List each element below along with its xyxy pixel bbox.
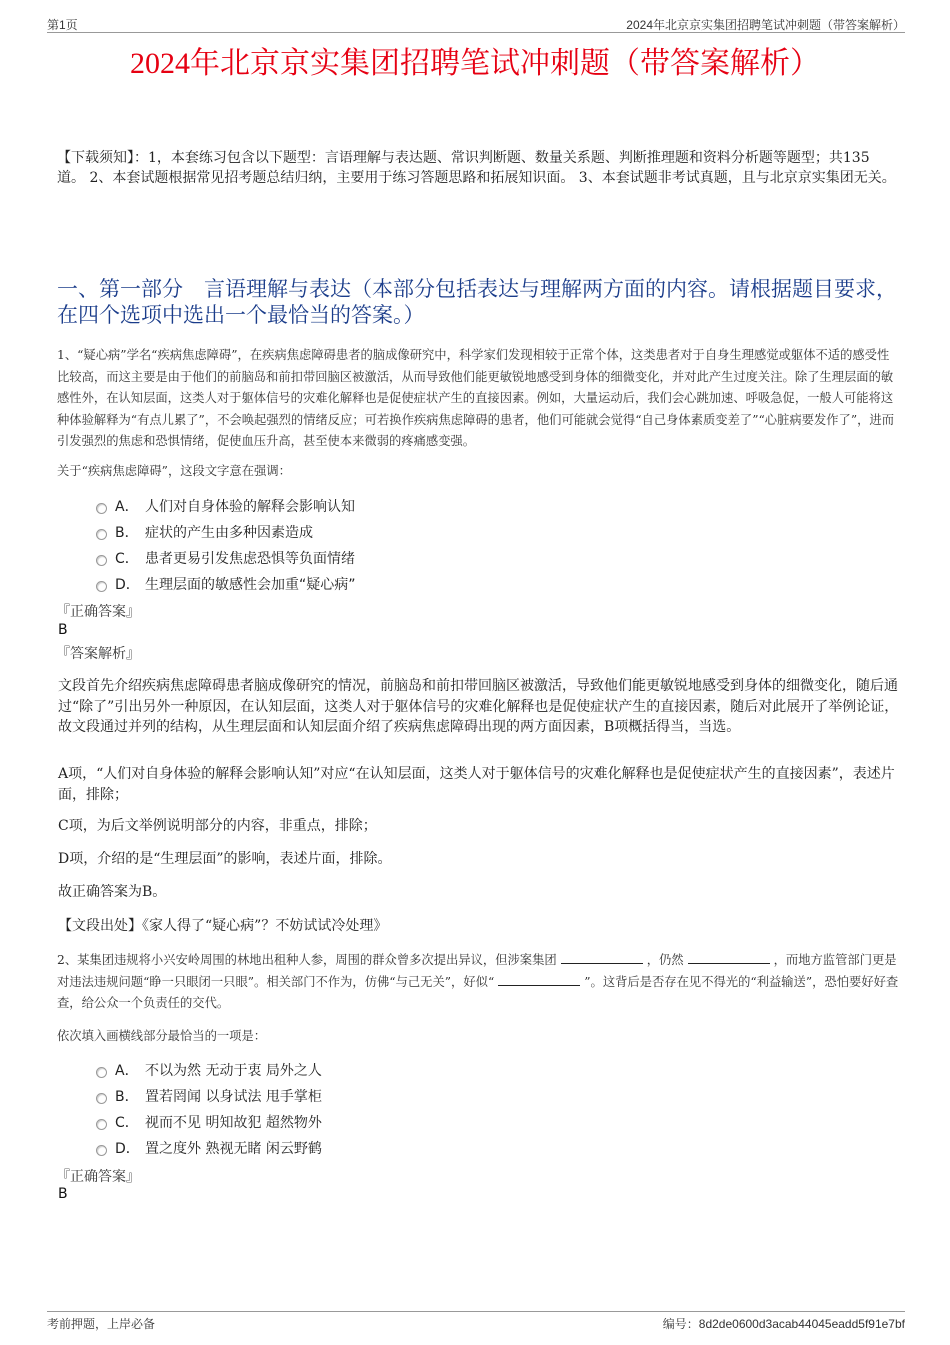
radio-icon[interactable]	[96, 1119, 107, 1130]
header-doc-title: 2024年北京京实集团招聘笔试冲刺题（带答案解析）	[626, 18, 905, 32]
analysis-option-c: C项，为后文举例说明部分的内容，非重点，排除；	[58, 818, 377, 834]
question-1-options	[96, 493, 356, 597]
question-1-text: 1、“疑心病”学名“疾病焦虑障碍”，在疾病焦虑障碍患者的脑成像研究中，科学家们发现相较于正常个体，这类患者对于自身生理感觉或躯体不适的感受性比较高，而这主要是由于他们的前脑岛和前扣带回脑区被激活，从而导致他们能更敏锐地感受到身体的细微变化，并对此产生过度关注。除了生理层面的敏感性外，在认知层面，这类人对于躯体信号的灾难化解释也是促使症状产生的直接因素。例如，大量运动后，我们会心跳加速、呼吸急促，一般人可能将这种体验解释为“有点儿累了”，不会唤起强烈的情绪反应；可若换作疾病焦虑障碍的患者，他们可能就会觉得“自己身体素质变差了”“心脏病要发作了”，进而引发强烈的焦虑和恐惧情绪，促使血压升高，甚至使本来微弱的疼痛感变强。	[57, 348, 895, 448]
option-c[interactable]: C． 患者更易引发焦虑恐惧等负面情绪	[96, 545, 356, 571]
analysis-source: 【文段出处】《家人得了“疑心病”？不妨试试冷处理》	[58, 918, 388, 934]
download-notice: 【下载须知】：1，本套练习包含以下题型：言语理解与表达题、常识判断题、数量关系题、判断推理题和资料分析题等题型；共135道。 2、本套试题根据常见招考题总结归纳，主要用于练习答题思路和拓展知识面。 3、本套试题非考试真题，且与北京京实集团无关。	[57, 150, 896, 186]
question-1-prompt: 关于“疾病焦虑障碍”，这段文字意在强调：	[57, 464, 291, 478]
analysis-conclusion: 故正确答案为B。	[58, 884, 167, 900]
correct-answer-label: 『正确答案』	[56, 604, 140, 620]
analysis-label: 『答案解析』	[56, 646, 140, 662]
question-2-text: 2、某集团违规将小兴安岭周围的林地出租种人参，周围的群众曾多次提出异议，但涉案集团 ，仍然 ，而地方监管部门更是对违法违规问题“睁一只眼闭一只眼”。相关部门不作为，仿佛“与己无关”，好似“ ”。这背后是否存在见不得光的“利益输送”，恐怕要好好查查，给公众一个负责任的交代。	[57, 953, 899, 1010]
correct-answer-value: B	[58, 622, 68, 638]
option-a[interactable]: A． 人们对自身体验的解释会影响认知	[96, 493, 356, 519]
radio-icon[interactable]	[96, 1145, 107, 1156]
section-heading: 一、第一部分 言语理解与表达（本部分包括表达与理解两方面的内容。请根据题目要求，在四个选项中选出一个最恰当的答案。）	[57, 277, 897, 327]
page-header	[47, 14, 905, 33]
page-number: 第1页	[47, 18, 78, 32]
question-2-prompt: 依次填入画横线部分最恰当的一项是：	[57, 1029, 267, 1043]
correct-answer-value: B	[58, 1186, 68, 1202]
fill-blank-3	[498, 973, 580, 986]
radio-icon[interactable]	[96, 581, 107, 592]
analysis-option-a: A项，“人们对自身体验的解释会影响认知”对应“在认知层面，这类人对于躯体信号的灾难化解释也是促使症状产生的直接因素”，表述片面，排除；	[58, 766, 895, 803]
analysis-option-d: D项，介绍的是“生理层面”的影响，表述片面，排除。	[58, 851, 392, 867]
question-2-options	[96, 1057, 322, 1161]
option-b[interactable]: B． 置若罔闻 以身试法 甩手掌柜	[96, 1083, 322, 1109]
option-a[interactable]: A． 不以为然 无动于衷 局外之人	[96, 1057, 322, 1083]
radio-icon[interactable]	[96, 1067, 107, 1078]
radio-icon[interactable]	[96, 529, 107, 540]
analysis-paragraph: 文段首先介绍疾病焦虑障碍患者脑成像研究的情况，前脑岛和前扣带回脑区被激活，导致他们能更敏锐地感受到身体的细微变化，随后通过“除了”引出另外一种原因，在认知层面，这类人对于躯体信号的灾难化解释也是促使症状产生的直接因素，随后对此展开了举例论证，故文段通过并列的结构，从生理层面和认知层面介绍了疾病焦虑障碍出现的两方面因素，B项概括得当，当选。	[58, 678, 899, 735]
option-d[interactable]: D． 生理层面的敏感性会加重“疑心病”	[96, 571, 356, 597]
radio-icon[interactable]	[96, 1093, 107, 1104]
document-title: 2024年北京京实集团招聘笔试冲刺题（带答案解析）	[130, 47, 820, 80]
fill-blank-1	[561, 951, 643, 964]
option-d[interactable]: D． 置之度外 熟视无睹 闲云野鹤	[96, 1135, 322, 1161]
radio-icon[interactable]	[96, 555, 107, 566]
footer-code: 编号：8d2de0600d3acab44045eadd5f91e7bf	[662, 1317, 905, 1331]
radio-icon[interactable]	[96, 503, 107, 514]
fill-blank-2	[688, 951, 770, 964]
option-c[interactable]: C． 视而不见 明知故犯 超然物外	[96, 1109, 322, 1135]
correct-answer-label: 『正确答案』	[56, 1169, 140, 1185]
footer-slogan: 考前押题，上岸必备	[47, 1317, 156, 1331]
page-footer	[47, 1311, 905, 1331]
option-b[interactable]: B． 症状的产生由多种因素造成	[96, 519, 356, 545]
